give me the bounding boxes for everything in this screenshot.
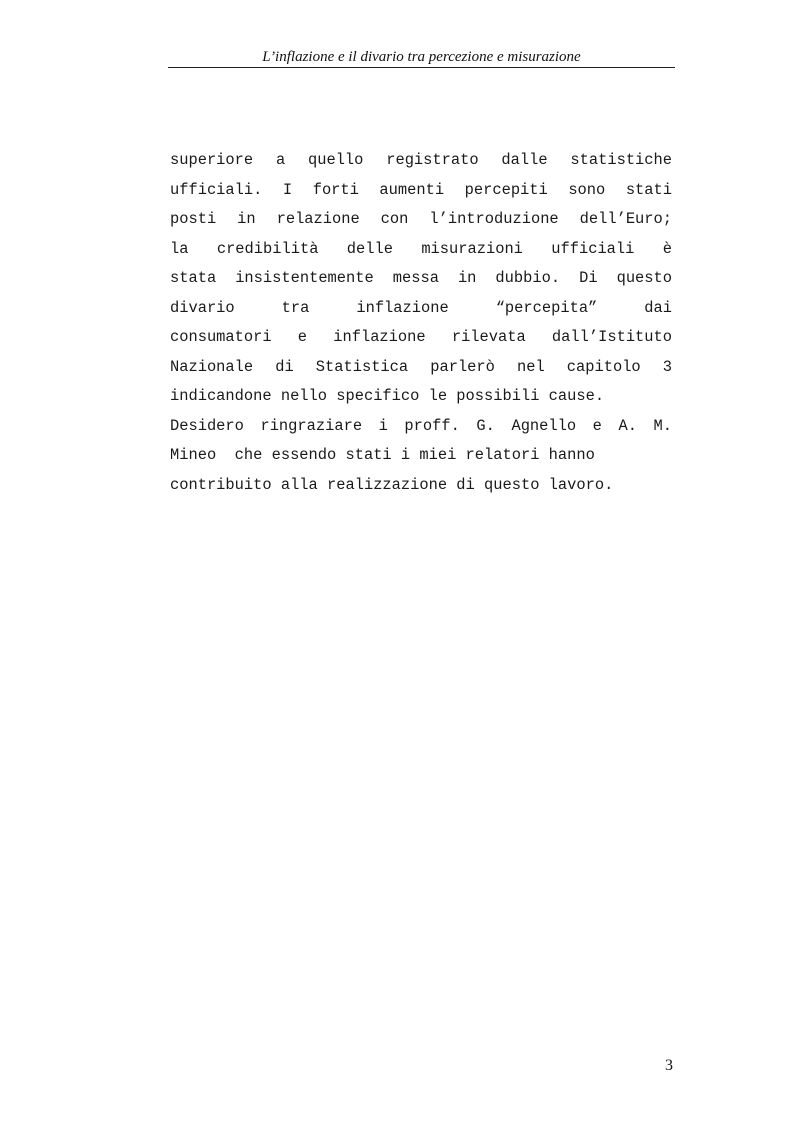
text-line: ufficiali. I forti aumenti percepiti sono stati (170, 180, 672, 199)
text-line: divario tra inflazione “percepita” dai (170, 298, 672, 317)
text-line: la credibilità delle misurazioni ufficiali è (170, 239, 672, 258)
text-line: consumatori e inflazione rilevata dall’Istituto (170, 328, 672, 346)
text-line: stata insistentemente messa in dubbio. Di questo (170, 269, 672, 287)
text-line: posti in relazione con l’introduzione dell’Euro; (170, 210, 672, 228)
running-header: L’inflazione e il divario tra percezione e misurazione (262, 49, 581, 65)
text-line: superiore a quello registrato dalle statistiche (170, 151, 672, 169)
page-number: 3 (665, 1057, 673, 1074)
header-rule (168, 67, 675, 68)
text-line: Nazionale di Statistica parlerò nel capitolo 3 (170, 357, 672, 376)
text-line: Mineo che essendo stati i miei relatori hanno (170, 446, 595, 464)
body-paragraph (170, 146, 672, 500)
text-line: Desidero ringraziare i proff. G. Agnello e A. M. (170, 416, 672, 435)
text-line: contribuito alla realizzazione di questo lavoro. (170, 475, 614, 494)
text-line: indicandone nello specifico le possibili cause. (170, 387, 605, 405)
